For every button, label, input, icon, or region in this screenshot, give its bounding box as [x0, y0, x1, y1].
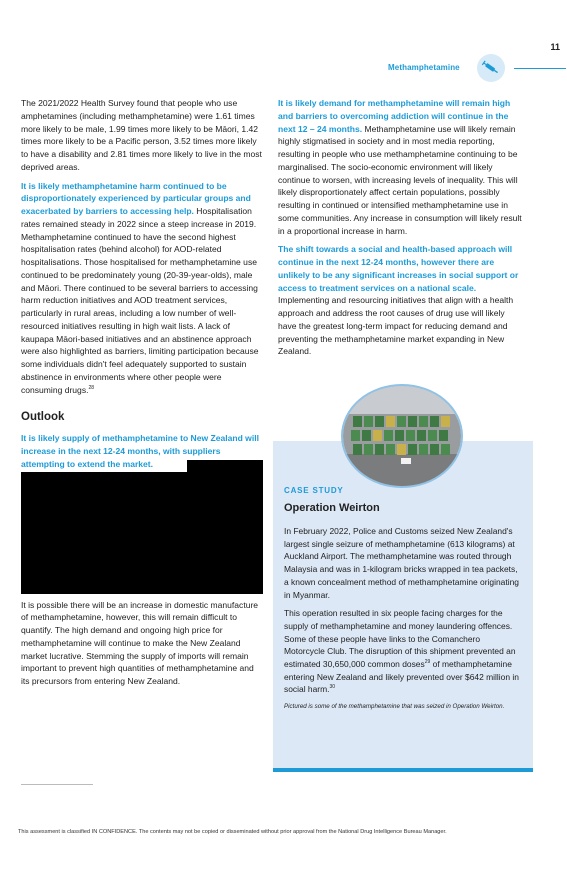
health-approach-lead: The shift towards a social and health-based approach will continue in the next 12-24 months, however there are unlikely to be any significant increases in social support or access to treatment services on a national scale. [278, 244, 519, 293]
syringe-icon [477, 54, 505, 82]
case-study-title: Operation Weirton [284, 502, 380, 514]
photo-caption: Pictured is some of the methamphetamine that was seized in Operation Weirton. [284, 703, 505, 711]
health-approach-paragraph [278, 243, 525, 358]
seizure-photo [341, 384, 463, 488]
left-column [21, 97, 263, 694]
demand-body: Methamphetamine use will likely remain highly stigmatised in society and in most media reporting, resulting in people who use methamphetamine continuing to be marginalised. The socio-economic environment will likely continue to worsen, with increasing levels of inequality. This will likely disproportionately affect certain populations, possibly resulting in continued or intensified methamphetamine use in some communities. Any increase in consumption will likely result in a proportional increase in harm. [278, 123, 522, 236]
outlook-heading: Outlook [21, 411, 65, 424]
demand-lead: It is likely demand for methamphetamine will remain high and barriers to overcoming addiction will continue in the next 12 – 24 months. [278, 98, 511, 134]
header-rule [514, 68, 566, 69]
redacted-block-top [187, 460, 263, 472]
case-study-paragraph-2-text-b: of methamphetamine entering New Zealand and likely prevented over $642 million in social harm. [284, 659, 519, 695]
harm-lead: It is likely methamphetamine harm continued to be disproportionately experienced by particular groups and exacerbated by barriers to accessing help. [21, 180, 251, 216]
footnote-rule [21, 784, 93, 785]
case-study-paragraph-2 [284, 607, 522, 696]
case-study-box [273, 441, 533, 772]
page-number: 11 [550, 42, 560, 52]
case-study-paragraph-1: In February 2022, Police and Customs seized New Zealand's largest single seizure of methamphetamine (613 kilograms) at Auckland Airport. The methamphetamine was routed through Malaysia and was in 1-kilogram bricks wrapped in tea packets, a known concealment method of methamphetamine originating in Myanmar. [284, 526, 519, 600]
demand-paragraph [278, 97, 525, 237]
section-label: Methamphetamine [388, 63, 460, 72]
case-study-bottom-rule [273, 768, 533, 772]
case-study-paragraph-2-text-a: This operation resulted in six people facing charges for the supply of methamphetamine and money laundering offences. Some of these people have links to the Comanchero Motorcycle Club. The disruption of this shipment prevented an estimated 30,650,000 common doses [284, 608, 516, 670]
section-header [388, 54, 567, 82]
health-survey-paragraph: The 2021/2022 Health Survey found that people who use amphetamines (including methamphetamine) were 1.61 times more likely to be male, 1.99 times more likely to be Māori, 1.42 times more likely to be a Pacific person, 3.52 times more likely to have a disability and 2.81 times more likely to live in the most deprived areas. [21, 98, 262, 172]
case-study-kicker: CASE STUDY [284, 486, 344, 495]
supply-lead: It is likely supply of methamphetamine to New Zealand will increase in the next 12-24 months, with suppliers attempting to extend the market. [21, 433, 259, 469]
classification-footer: This assessment is classified IN CONFIDENCE. The contents may not be copied or disseminated without prior approval from the National Drug Intelligence Bureau Manager. [18, 829, 447, 835]
footnote-ref-29: 29 [424, 659, 431, 666]
domestic-manufacture-paragraph: It is possible there will be an increase in domestic manufacture of methamphetamine, however, this will remain difficult to quantify. The high demand and ongoing high price for methamphetamine will continue to make the New Zealand market lucrative. Stemming the supply of imports will remain important to prevent high quantities of methamphetamine and its precursors from entering New Zealand. [21, 599, 259, 686]
footnote-ref-28: 28 [88, 384, 95, 391]
footnote-ref-30: 30 [329, 684, 336, 691]
health-approach-body: Implementing and resourcing initiatives that align with a health approach and address the root causes of drug use will likely have the greatest long-term impact for reducing demand and preventing the methamphetamine market expanding in New Zealand. [278, 295, 514, 357]
redacted-block [21, 472, 263, 594]
harm-body: Hospitalisation rates remained steady in 2022 since a steep increase in 2019. Methamphetamine continued to have the second highest hospitalisation rates (behind alcohol) for AOD-related hospitalisations. Those hospitalised for methamphetamine use continued to be predominately young (20-39-year-olds), male and Māori. There continued to be several barriers to accessing harm reduction initiatives and AOD treatment services, particularly in rural areas, including a low number of well-resourced initiatives resulting in high wait lists. A lack of kaupapa Māori-based initiatives and an abstinence approach were also highlighted as barriers, limiting participation because some individuals didn't feel adequately supported to sustain abstinence in environments where other people were consuming drugs. [21, 206, 259, 395]
right-column [278, 97, 525, 364]
harm-paragraph [21, 180, 263, 397]
